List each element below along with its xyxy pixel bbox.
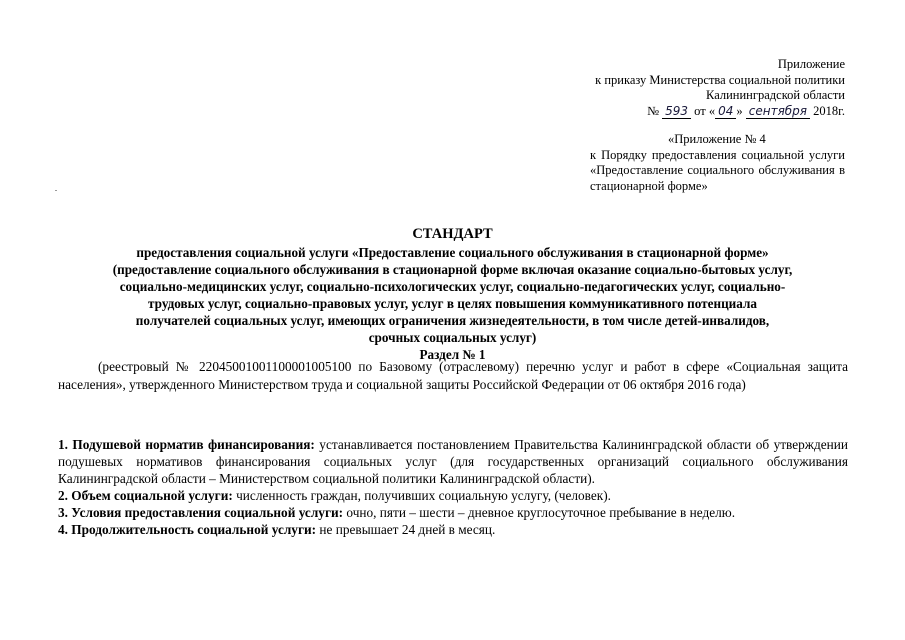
handwritten-order-number: 593 — [662, 104, 691, 119]
item-label: 3. Условия предоставления социальной услуги: — [58, 505, 344, 520]
item-text: устанавливается постановлением Правительства Калининградской области об утверждении подушевых нормативов финансирования социальных услуг (для государственных организаций социального обслуживания Калининградской области – Министерством социальной политики Калининградской области). — [58, 437, 848, 486]
order-reference-block — [545, 57, 845, 119]
appendix-label: Приложение — [777, 57, 845, 71]
scan-speck — [55, 190, 57, 191]
date-quote-close: » — [736, 103, 743, 118]
item-label: 1. Подушевой норматив финансирования: — [58, 437, 315, 452]
order-reference: к приказу Министерства социальной политики — [595, 72, 845, 87]
item-duration — [58, 521, 848, 538]
item-text: численность граждан, получивших социальную услугу, (человек). — [232, 488, 611, 503]
handwritten-date-month: сентября — [746, 104, 810, 119]
region-label: Калининградской области — [706, 88, 845, 102]
item-label: 4. Продолжительность социальной услуги: — [58, 522, 317, 537]
standard-line-3: социально-медицинских услуг, социально-психологических услуг, социально-педагогических услуг, социально- — [119, 279, 786, 294]
section-title: Раздел № 1 — [419, 347, 486, 362]
date-from-label: от « — [694, 103, 716, 118]
handwritten-date-day: 04 — [715, 104, 736, 119]
standard-line-2: (предоставление социального обслуживания в стационарной форме включая оказание социально-бытовых услуг, — [112, 262, 793, 277]
item-financing — [58, 436, 848, 487]
appendix-4-block — [590, 132, 845, 194]
date-year: 2018г. — [813, 103, 845, 118]
standard-items — [58, 436, 848, 538]
item-text: не превышает 24 дней в месяц. — [316, 522, 496, 537]
standard-line-4: трудовых услуг, социально-правовых услуг, услуг в целях повышения коммуникативного потенциала — [148, 296, 757, 311]
standard-heading — [40, 226, 865, 363]
standard-line-1: предоставления социальной услуги «Предоставление социального обслуживания в стационарной форме» — [136, 245, 769, 260]
item-volume — [58, 487, 848, 504]
standard-line-6: срочных социальных услуг) — [368, 330, 537, 345]
registry-paragraph: (реестровый № 22045001001100001005100 по Базовому (отраслевому) перечню услуг и работ в сфере «Социальная защита населения», утвержденного Министерством труда и социальной защиты Российской Федерации от 06 октября 2016 года) — [58, 359, 848, 392]
item-text: очно, пяти – шести – дневное круглосуточное пребывание в неделю. — [343, 505, 736, 520]
standard-line-5: получателей социальных услуг, имеющих ограничения жизнедеятельности, в том числе детей-инвалидов, — [135, 313, 770, 328]
item-label: 2. Объем социальной услуги: — [58, 488, 233, 503]
appendix-4-text: к Порядку предоставления социальной услуги «Предоставление социального обслуживания в стационарной форме» — [590, 147, 845, 193]
standard-title: СТАНДАРТ — [412, 226, 493, 242]
appendix-4-title: «Приложение № 4 — [668, 132, 766, 146]
number-sign: № — [647, 103, 659, 118]
item-conditions — [58, 504, 848, 521]
order-number-date — [545, 104, 845, 120]
